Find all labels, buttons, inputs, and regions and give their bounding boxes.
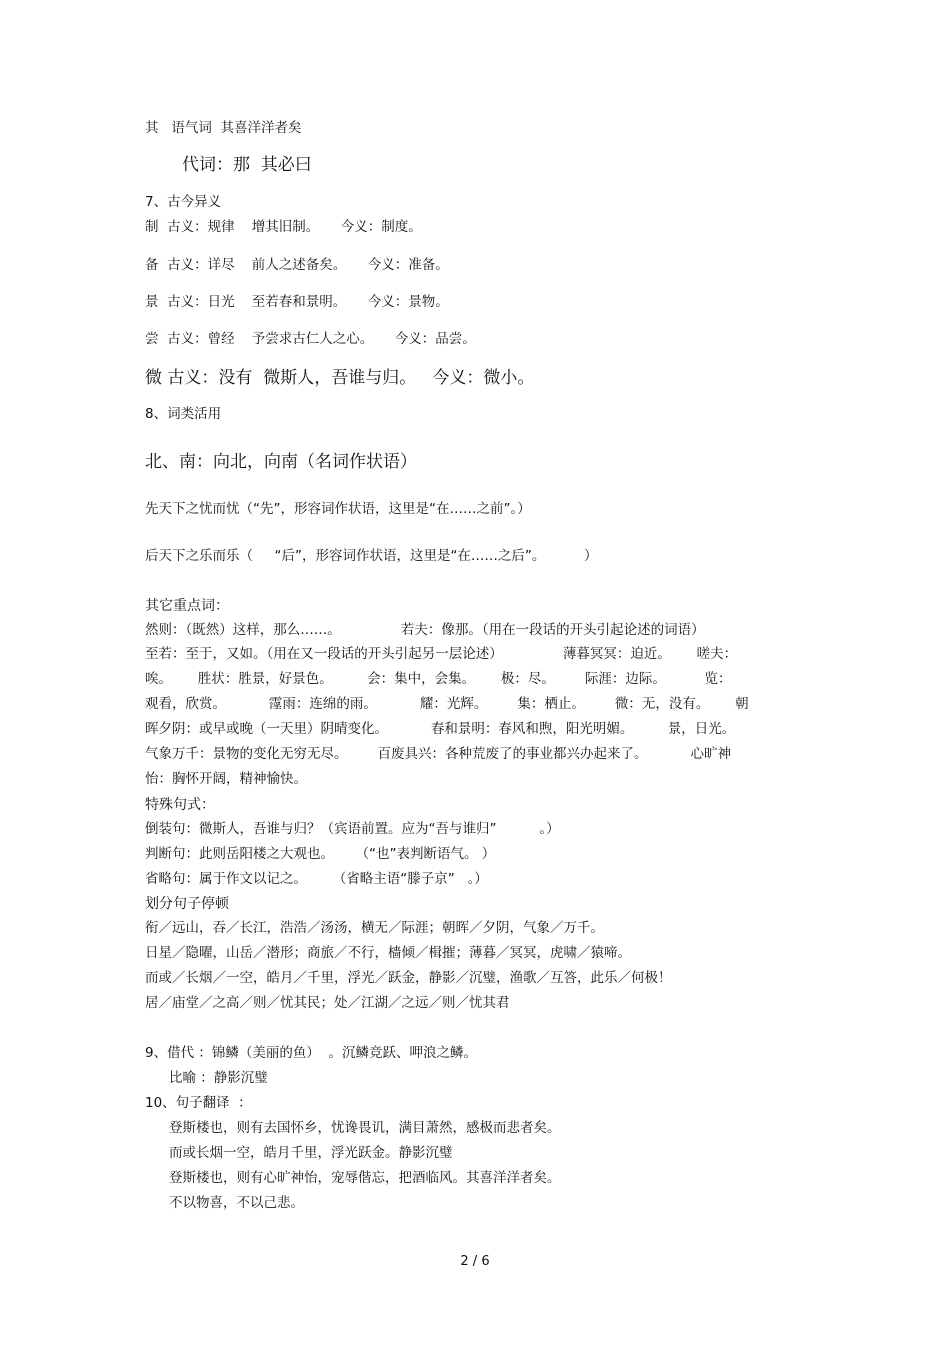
section-heading: 7、古今异义 — [145, 194, 222, 210]
section-heading: 其它重点词： — [145, 598, 229, 614]
text-line: 怡：胸怀开阔，精神愉快。 — [145, 771, 307, 787]
section-heading: 特殊句式： — [145, 797, 215, 813]
text-line: 观看，欣赏。 霪雨：连绵的雨。 耀：光辉。 集：栖止。 微：无，没有。 朝 — [145, 696, 749, 712]
text-line: 其 语气词 其喜洋洋者矣 — [145, 120, 302, 136]
text-line: 比喻 ：静影沉璧 — [169, 1070, 268, 1086]
text-line: 而或／长烟／一空，皓月／千里，浮光／跃金，静影／沉璧，渔歌／互答，此乐／何极！ — [145, 970, 672, 986]
section-heading: 8、词类活用 — [145, 406, 222, 422]
text-line: 登斯楼也，则有去国怀乡，忧谗畏讥，满目萧然，感极而悲者矣。 — [169, 1120, 561, 1136]
text-line: 后天下之乐而乐（ “后”，形容词作状语，这里是“在……之后”。 ） — [145, 548, 598, 564]
text-line: 登斯楼也，则有心旷神怡，宠辱偕忘，把酒临风。其喜洋洋者矣。 — [169, 1170, 561, 1186]
text-line: 尝 古义：曾经 予尝求古仁人之心。 今义：品尝。 — [145, 331, 476, 347]
text-line: 至若：至于，又如。（用在又一段话的开头引起另一层论述） 薄暮冥冥：迫近。 嗟夫： — [145, 646, 738, 662]
text-line: 然则：（既然）这样，那么……。 若夫：像那。（用在一段话的开头引起论述的词语） — [145, 622, 705, 638]
text-line: 气象万千：景物的变化无穷无尽。 百废具兴：各种荒废了的事业都兴办起来了。 心旷神 — [145, 746, 731, 762]
text-line: 北、南：向北，向南（名词作状语） — [145, 452, 417, 472]
text-line: 晖夕阴：或早或晚（一天里）阴晴变化。 春和景明：春风和煦，阳光明媚。 景，日光。 — [145, 721, 736, 737]
text-line: 省略句：属于作文以记之。 （省略主语“滕子京” 。） — [145, 871, 488, 887]
text-line: 备 古义：详尽 前人之述备矣。 今义：准备。 — [145, 257, 449, 273]
text-line: 不以物喜，不以己悲。 — [169, 1195, 304, 1211]
text-line: 而或长烟一空，皓月千里，浮光跃金。静影沉璧 — [169, 1145, 453, 1161]
section-heading: 10、句子翻译 ： — [145, 1095, 252, 1111]
text-line: 日星／隐曜，山岳／潜形；商旅／不行，樯倾／楫摧；薄暮／冥冥，虎啸／猿啼。 — [145, 945, 631, 961]
page-number: 2 / 6 — [460, 1254, 490, 1269]
text-line: 代词：那 其必曰 — [182, 155, 312, 175]
text-line: 居／庙堂／之高／则／忧其民；处／江湖／之远／则／忧其君 — [145, 995, 510, 1011]
text-line: 倒装句：微斯人，吾谁与归？（宾语前置。应为“吾与谁归” 。） — [145, 821, 560, 837]
text-line: 微 古义：没有 微斯人，吾谁与归。 今义：微小。 — [145, 368, 535, 388]
text-line: 判断句：此则岳阳楼之大观也。 （“也”表判断语气。 ） — [145, 846, 496, 862]
text-line: 唉。 胜状：胜景，好景色。 会：集中，会集。 极：尽。 际涯：边际。 览： — [145, 671, 732, 687]
text-line: 先天下之忧而忧（“先”，形容词作状语，这里是“在……之前”。） — [145, 501, 531, 517]
text-line: 衔／远山，吞／长江，浩浩／汤汤，横无／际涯；朝晖／夕阴，气象／万千。 — [145, 920, 604, 936]
section-heading: 划分句子停顿 — [145, 896, 229, 912]
text-line: 制 古义：规律 增其旧制。 今义：制度。 — [145, 219, 422, 235]
section-heading: 9、借代 ：锦鳞（美丽的鱼） 。沉鳞竞跃、呷浪之鳞。 — [145, 1045, 477, 1061]
text-line: 景 古义：日光 至若春和景明。 今义：景物。 — [145, 294, 449, 310]
